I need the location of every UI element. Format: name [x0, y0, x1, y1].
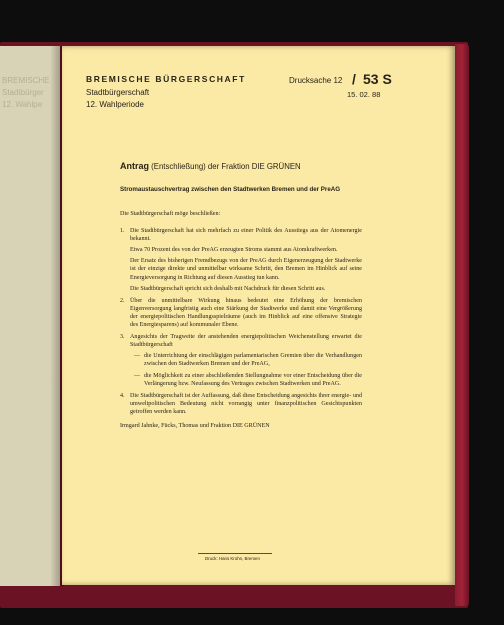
left-page-ghost-text: 12. Wahlpe — [2, 100, 43, 109]
motion-body — [120, 210, 362, 430]
numbered-item — [120, 227, 362, 293]
item-paragraph: Etwa 70 Prozent des von der PreAG erzeugten Stroms stammt aus Atomkraftwerken. — [130, 247, 338, 254]
item-paragraph: Die Stadtbürgerschaft spricht sich deshalb mit Nachdruck für diesen Schritt aus. — [130, 285, 326, 292]
item-paragraph: Die Stadtbürgerschaft ist der Auffassung, daß diese Entscheidung angesichts ihrer energie- und umweltpolitischen Bedeutung nicht vorrangig unter finanzpolitischen Gesichtspunkten getroffen werden kann. — [130, 392, 362, 415]
document-label: Drucksache 12 — [289, 76, 343, 85]
binder-edge — [455, 44, 469, 606]
org-subtitle-chamber: Stadtbürgerschaft — [86, 88, 150, 97]
document-page — [62, 46, 455, 585]
document-number-slash: / — [352, 71, 356, 87]
item-paragraph: Über die unmittelbare Wirkung hinaus bedeutet eine Erhöhung der bremischen Eigenversorgung langfristig auch eine Stärkung der Stadtwerke und damit eine Vergrößerung der energiepolitischen Handlungsspielräume (auch im Hinblick auf eine offensive Strategie des Energiesparens) auf kommunaler Ebene. — [130, 297, 362, 329]
signature-line: Irmgard Jahnke, Fücks, Thomas und Fraktion DIE GRÜNEN — [120, 422, 270, 429]
dash-marker: — — [134, 353, 141, 360]
dash-marker: — — [134, 372, 141, 379]
motion-subject: Stromaustauschvertrag zwischen den Stadtwerken Bremen und der PreAG — [120, 186, 341, 193]
item-number: 1. — [120, 228, 125, 235]
item-paragraph: Die Stadtbürgerschaft hat sich mehrfach zu einer Politik des Ausstiegs aus der Atomenergie bekannt. — [130, 228, 362, 243]
document-date: 15. 02. 88 — [347, 90, 381, 99]
dash-item — [134, 352, 362, 368]
left-page-ghost-text: BREMISCHE — [2, 76, 50, 85]
motion-type: Antrag — [120, 161, 149, 171]
item-paragraph: Angesichts der Tragweite der anstehenden energiepolitischen Weichenstellung erwartet die Stadtbürgerschaft — [130, 334, 362, 349]
dash-text: die Unterrichtung der einschlägigen parlamentarischen Gremien über die Verhandlungen zwischen den Stadtwerken Bremen und der PreAG, — [144, 353, 362, 368]
item-number: 2. — [120, 297, 125, 304]
document-number: 53 S — [363, 71, 392, 87]
org-title: BREMISCHE BÜRGERSCHAFT — [86, 74, 246, 84]
motion-heading — [120, 161, 301, 171]
left-page-ghost-text: Stadtbürger — [2, 88, 44, 97]
numbered-item — [120, 333, 362, 388]
item-number: 3. — [120, 334, 125, 341]
printer-note: Druck: Hans Krohn, Bremen — [205, 556, 260, 561]
footer-rule — [198, 553, 272, 554]
item-number: 4. — [120, 392, 125, 399]
numbered-item — [120, 392, 362, 416]
item-paragraph: Der Ersatz des bisherigen Fremdbezugs von der PreAG durch Eigenerzeugung der Stadtwerke ist der einzige direkte und unmittelbar wirksame Schritt, den Bremen im Hinblick auf seine Energieversorgung in Richtung auf diesen Ausstieg tun kann. — [130, 258, 362, 281]
numbered-item — [120, 297, 362, 329]
dash-text: die Möglichkeit zu einer abschließenden Stellungnahme vor einer Entscheidung über die Verlängerung bzw. Neufassung des Vertrages zwischen Stadtwerken und PreAG. — [144, 372, 362, 387]
dash-item — [134, 372, 362, 388]
motion-intro: Die Stadtbürgerschaft möge beschließen: — [120, 211, 221, 217]
org-subtitle-period: 12. Wahlperiode — [86, 100, 144, 109]
motion-detail: (Entschließung) der Fraktion DIE GRÜNEN — [149, 162, 301, 171]
